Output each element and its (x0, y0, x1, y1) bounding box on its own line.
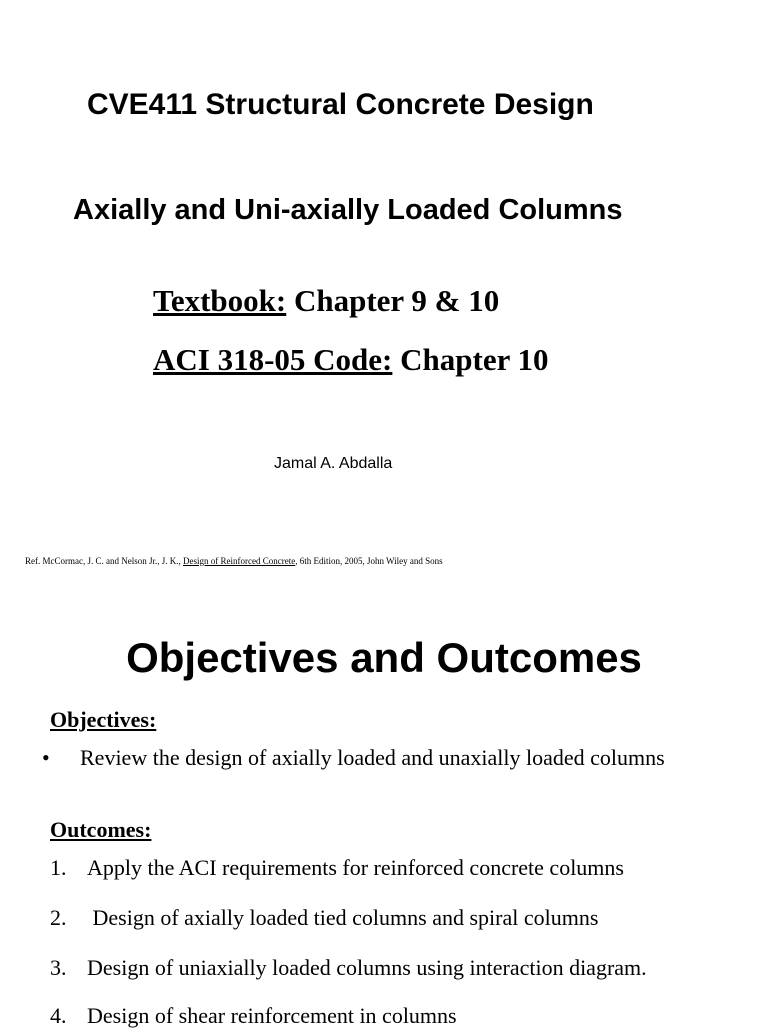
outcome-text: Apply the ACI requirements for reinforced concrete columns (87, 855, 624, 880)
objectives-outcomes-heading: Objectives and Outcomes (126, 634, 642, 681)
objective-item: Review the design of axially loaded and unaxially loaded columns (80, 745, 665, 770)
textbook-label: Textbook: (153, 283, 287, 318)
outcome-item (50, 1003, 457, 1029)
outcome-number: 2. (50, 905, 67, 930)
code-value: Chapter 10 (392, 342, 549, 377)
outcome-item (50, 955, 647, 981)
objectives-label: Objectives: (50, 707, 157, 732)
textbook-reference (153, 283, 499, 319)
outcome-text: Design of axially loaded tied columns and spiral columns (87, 905, 599, 930)
outcome-number: 4. (50, 1003, 67, 1028)
outcome-number: 1. (50, 855, 67, 880)
citation-pre: Ref. McCormac, J. C. and Nelson Jr., J. K., (25, 556, 183, 566)
outcome-item (50, 905, 598, 931)
code-reference (153, 342, 549, 378)
citation-post: , 6th Edition, 2005, John Wiley and Sons (295, 556, 443, 566)
outcome-item (50, 855, 624, 881)
bullet-icon: • (42, 745, 50, 770)
outcome-text: Design of uniaxially loaded columns using interaction diagram. (87, 955, 647, 980)
textbook-value: Chapter 9 & 10 (286, 283, 500, 318)
deck-title: Axially and Uni-axially Loaded Columns (73, 194, 623, 226)
course-title: CVE411 Structural Concrete Design (87, 88, 594, 121)
outcome-number: 3. (50, 955, 67, 980)
outcome-text: Design of shear reinforcement in columns (87, 1003, 457, 1028)
outcomes-label: Outcomes: (50, 817, 152, 842)
citation-book-title: Design of Reinforced Concrete (182, 556, 296, 566)
citation (25, 556, 443, 566)
code-label: ACI 318-05 Code: (153, 342, 393, 377)
author-name: Jamal A. Abdalla (274, 455, 393, 472)
